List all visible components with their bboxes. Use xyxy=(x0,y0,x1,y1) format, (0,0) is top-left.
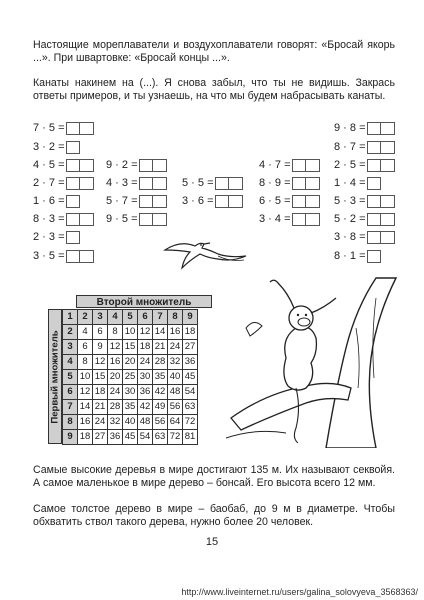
table-cell: 12 xyxy=(93,355,108,370)
answer-box[interactable] xyxy=(367,250,381,263)
table-top-title: Второй множитель xyxy=(76,295,212,308)
table-row-header-cell: 7 xyxy=(63,400,78,415)
answer-box[interactable] xyxy=(66,195,80,208)
footer-url[interactable]: http://www.liveinternet.ru/users/galina_solovyeva_3568363/ xyxy=(181,587,418,597)
exercise-c2-3 xyxy=(106,212,167,227)
exercise-c5-7 xyxy=(334,249,381,264)
exercise-label: 8 · 3 = xyxy=(33,213,65,225)
table-cell: 36 xyxy=(108,430,123,445)
answer-box[interactable] xyxy=(80,177,94,190)
bird-illustration xyxy=(160,232,250,272)
exercise-label: 3 · 8 = xyxy=(334,231,366,243)
answer-box[interactable] xyxy=(153,159,167,172)
table-row xyxy=(63,400,198,415)
answer-box[interactable] xyxy=(66,122,80,135)
answer-box[interactable] xyxy=(66,231,80,244)
table-row-header-cell: 8 xyxy=(63,415,78,430)
table-header-cell: 4 xyxy=(108,310,123,325)
exercise-label: 9 · 8 = xyxy=(334,122,366,134)
answer-box[interactable] xyxy=(306,177,320,190)
table-cell: 21 xyxy=(93,400,108,415)
answer-box[interactable] xyxy=(153,213,167,226)
exercise-label: 1 · 6 = xyxy=(33,195,65,207)
exercise-c4-1 xyxy=(259,176,320,191)
table-row xyxy=(63,415,198,430)
exercise-label: 1 · 4 = xyxy=(334,177,366,189)
exercise-label: 5 · 2 = xyxy=(334,213,366,225)
table-header-cell: 9 xyxy=(183,310,198,325)
exercise-c5-1 xyxy=(334,140,395,155)
table-cell: 12 xyxy=(108,340,123,355)
table-cell: 40 xyxy=(168,370,183,385)
answer-box[interactable] xyxy=(139,213,153,226)
answer-box[interactable] xyxy=(80,250,94,263)
answer-box[interactable] xyxy=(66,141,80,154)
table-cell: 14 xyxy=(78,400,93,415)
table-cell: 36 xyxy=(138,385,153,400)
table-header-cell: 7 xyxy=(153,310,168,325)
exercise-label: 6 · 5 = xyxy=(259,195,291,207)
answer-box[interactable] xyxy=(292,177,306,190)
answer-box[interactable] xyxy=(66,159,80,172)
exercise-label: 4 · 3 = xyxy=(106,177,138,189)
table-side-title-text: Первый множитель xyxy=(49,329,61,424)
exercise-c5-2 xyxy=(334,158,395,173)
table-header-cell: 1 xyxy=(63,310,78,325)
answer-box[interactable] xyxy=(292,213,306,226)
answer-box[interactable] xyxy=(367,141,381,154)
table-cell: 16 xyxy=(108,355,123,370)
table-cell: 24 xyxy=(138,355,153,370)
table-cell: 27 xyxy=(183,340,198,355)
answer-box[interactable] xyxy=(229,195,243,208)
exercise-label: 9 · 2 = xyxy=(106,159,138,171)
answer-box[interactable] xyxy=(381,122,395,135)
table-cell: 20 xyxy=(108,370,123,385)
table-cell: 64 xyxy=(168,415,183,430)
answer-box[interactable] xyxy=(306,213,320,226)
exercise-c5-4 xyxy=(334,194,395,209)
monkey-tree-illustration xyxy=(226,268,404,448)
answer-box[interactable] xyxy=(139,195,153,208)
table-cell: 48 xyxy=(138,415,153,430)
table-cell: 45 xyxy=(123,430,138,445)
table-cell: 36 xyxy=(183,355,198,370)
table-cell: 10 xyxy=(123,325,138,340)
table-row xyxy=(63,355,198,370)
table-header-cell: 6 xyxy=(138,310,153,325)
exercise-label: 7 · 5 = xyxy=(33,122,65,134)
exercise-label: 9 · 5 = xyxy=(106,213,138,225)
exercise-c5-6 xyxy=(334,230,395,245)
exercise-label: 3 · 6 = xyxy=(182,195,214,207)
table-cell: 45 xyxy=(183,370,198,385)
answer-box[interactable] xyxy=(139,159,153,172)
exercise-c4-3 xyxy=(259,212,320,227)
answer-box[interactable] xyxy=(381,159,395,172)
table-cell: 63 xyxy=(153,430,168,445)
answer-box[interactable] xyxy=(306,195,320,208)
exercise-c3-1 xyxy=(182,194,243,209)
exercise-label: 2 · 7 = xyxy=(33,177,65,189)
table-cell: 35 xyxy=(123,400,138,415)
table-cell: 12 xyxy=(78,385,93,400)
table-row-header-cell: 4 xyxy=(63,355,78,370)
table-cell: 12 xyxy=(138,325,153,340)
exercise-c2-2 xyxy=(106,194,167,209)
exercise-label: 5 · 3 = xyxy=(334,195,366,207)
table-cell: 30 xyxy=(123,385,138,400)
exercise-c5-0 xyxy=(334,121,395,136)
table-row-header-cell: 3 xyxy=(63,340,78,355)
exercise-label: 2 · 5 = xyxy=(334,159,366,171)
exercise-c1-4 xyxy=(33,194,80,209)
exercise-c3-0 xyxy=(182,176,243,191)
table-row-header-cell: 9 xyxy=(63,430,78,445)
exercise-c1-7 xyxy=(33,249,94,264)
answer-box[interactable] xyxy=(367,195,381,208)
table-header-row xyxy=(63,310,198,325)
table-cell: 18 xyxy=(93,385,108,400)
answer-box[interactable] xyxy=(367,177,381,190)
table-cell: 6 xyxy=(93,325,108,340)
table-cell: 32 xyxy=(168,355,183,370)
answer-box[interactable] xyxy=(306,159,320,172)
table-cell: 20 xyxy=(123,355,138,370)
table-cell: 9 xyxy=(93,340,108,355)
table-cell: 8 xyxy=(108,325,123,340)
exercise-c4-2 xyxy=(259,194,320,209)
answer-box[interactable] xyxy=(367,122,381,135)
table-header-cell: 5 xyxy=(123,310,138,325)
table-cell: 8 xyxy=(78,355,93,370)
page-number: 15 xyxy=(205,536,219,548)
table-cell: 35 xyxy=(153,370,168,385)
table-row xyxy=(63,370,198,385)
exercise-c5-3 xyxy=(334,176,381,191)
exercise-label: 3 · 5 = xyxy=(33,250,65,262)
table-cell: 16 xyxy=(168,325,183,340)
exercise-c2-1 xyxy=(106,176,167,191)
table-header-cell: 3 xyxy=(93,310,108,325)
table-header-cell: 2 xyxy=(78,310,93,325)
facts-paragraph-2: Самое толстое дерево в мире – баобаб, до 9 м в диаметре. Чтобы обхватить ствол такого дерева, нужно более 20 человек. xyxy=(33,503,395,528)
exercise-c1-2 xyxy=(33,158,94,173)
answer-box[interactable] xyxy=(153,195,167,208)
table-cell: 48 xyxy=(168,385,183,400)
table-row xyxy=(63,340,198,355)
table-cell: 63 xyxy=(183,400,198,415)
table-cell: 14 xyxy=(153,325,168,340)
exercise-label: 5 · 7 = xyxy=(106,195,138,207)
table-cell: 25 xyxy=(123,370,138,385)
table-cell: 15 xyxy=(123,340,138,355)
exercise-c4-0 xyxy=(259,158,320,173)
answer-box[interactable] xyxy=(153,177,167,190)
table-row xyxy=(63,430,198,445)
multiplication-table xyxy=(62,309,198,445)
answer-box[interactable] xyxy=(367,213,381,226)
table-cell: 40 xyxy=(123,415,138,430)
table-cell: 4 xyxy=(78,325,93,340)
table-cell: 56 xyxy=(168,400,183,415)
answer-box[interactable] xyxy=(381,231,395,244)
answer-box[interactable] xyxy=(292,195,306,208)
intro-paragraph-1: Настоящие мореплаватели и воздухоплаватели говорят: «Бросай якорь ...». При швартовке: «Бросай концы ...». xyxy=(33,39,395,64)
table-header-cell: 8 xyxy=(168,310,183,325)
exercise-label: 2 · 3 = xyxy=(33,231,65,243)
exercise-label: 5 · 5 = xyxy=(182,177,214,189)
exercise-label: 4 · 5 = xyxy=(33,159,65,171)
exercise-label: 3 · 4 = xyxy=(259,213,291,225)
table-row-header-cell: 2 xyxy=(63,325,78,340)
exercise-label: 3 · 2 = xyxy=(33,141,65,153)
answer-box[interactable] xyxy=(80,122,94,135)
table-cell: 24 xyxy=(168,340,183,355)
exercise-c1-1 xyxy=(33,140,80,155)
exercise-label: 8 · 7 = xyxy=(334,141,366,153)
exercise-c1-0 xyxy=(33,121,94,136)
table-cell: 72 xyxy=(168,430,183,445)
table-cell: 6 xyxy=(78,340,93,355)
exercise-label: 8 · 9 = xyxy=(259,177,291,189)
table-cell: 49 xyxy=(153,400,168,415)
answer-box[interactable] xyxy=(292,159,306,172)
table-cell: 56 xyxy=(153,415,168,430)
answer-box[interactable] xyxy=(66,250,80,263)
table-cell: 18 xyxy=(78,430,93,445)
answer-box[interactable] xyxy=(381,213,395,226)
table-cell: 72 xyxy=(183,415,198,430)
exercise-c5-5 xyxy=(334,212,395,227)
table-cell: 24 xyxy=(108,385,123,400)
intro-paragraph-2: Канаты накинем на (...). Я снова забыл, что ты не видишь. Закрась ответы примеров, и ты узнаешь, на что мы будем набрасывать канаты. xyxy=(33,77,395,102)
answer-box[interactable] xyxy=(215,195,229,208)
table-row-header-cell: 5 xyxy=(63,370,78,385)
answer-box[interactable] xyxy=(66,213,80,226)
answer-box[interactable] xyxy=(215,177,229,190)
table-cell: 30 xyxy=(138,370,153,385)
exercise-c1-6 xyxy=(33,230,80,245)
answer-box[interactable] xyxy=(381,195,395,208)
table-cell: 28 xyxy=(108,400,123,415)
answer-box[interactable] xyxy=(229,177,243,190)
table-cell: 54 xyxy=(183,385,198,400)
table-cell: 42 xyxy=(153,385,168,400)
table-cell: 54 xyxy=(138,430,153,445)
exercise-label: 4 · 7 = xyxy=(259,159,291,171)
table-cell: 42 xyxy=(138,400,153,415)
table-row-header-cell: 6 xyxy=(63,385,78,400)
table-cell: 28 xyxy=(153,355,168,370)
answer-box[interactable] xyxy=(66,177,80,190)
table-cell: 10 xyxy=(78,370,93,385)
answer-box[interactable] xyxy=(80,159,94,172)
exercise-c1-3 xyxy=(33,176,94,191)
answer-box[interactable] xyxy=(367,231,381,244)
table-row xyxy=(63,385,198,400)
exercise-c1-5 xyxy=(33,212,94,227)
table-cell: 18 xyxy=(138,340,153,355)
table-cell: 24 xyxy=(93,415,108,430)
table-cell: 81 xyxy=(183,430,198,445)
answer-box[interactable] xyxy=(381,141,395,154)
exercise-c2-0 xyxy=(106,158,167,173)
table-cell: 15 xyxy=(93,370,108,385)
exercise-label: 8 · 1 = xyxy=(334,250,366,262)
answer-box[interactable] xyxy=(80,213,94,226)
table-cell: 18 xyxy=(183,325,198,340)
table-side-title xyxy=(48,309,62,444)
answer-box[interactable] xyxy=(139,177,153,190)
table-cell: 16 xyxy=(78,415,93,430)
table-cell: 27 xyxy=(93,430,108,445)
table-cell: 32 xyxy=(108,415,123,430)
facts-paragraph-1: Самые высокие деревья в мире достигают 135 м. Их называют секвойя. А самое маленькое в мире дерево – бонсай. Его высота всего 12 мм. xyxy=(33,464,395,489)
table-cell: 21 xyxy=(153,340,168,355)
answer-box[interactable] xyxy=(367,159,381,172)
table-row xyxy=(63,325,198,340)
